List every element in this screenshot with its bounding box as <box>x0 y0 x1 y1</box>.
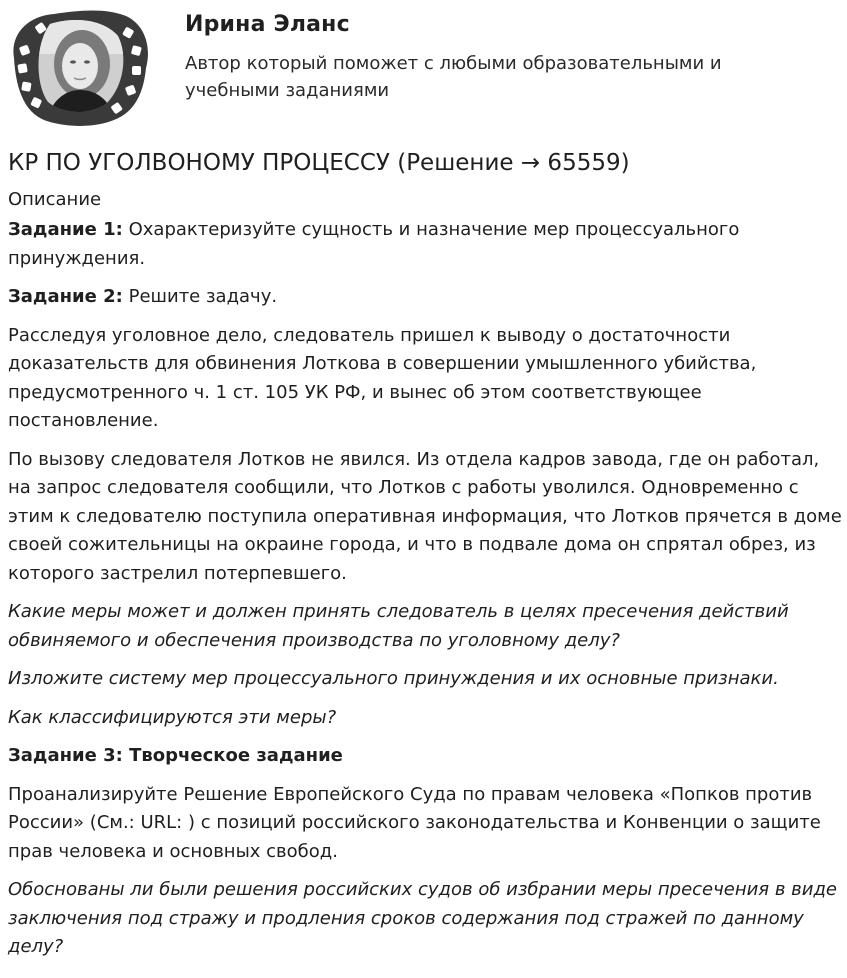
author-description: Автор который поможет с любыми образовательными и учебными заданиями <box>185 53 722 101</box>
task-2-label: Задание 2: <box>8 286 123 307</box>
document-title: КР ПО УГОЛВОНОМУ ПРОЦЕССУ (Решение → 65559) <box>8 150 630 176</box>
question-4: Обоснованы ли были решения российских судов об избрании меры пресечения в виде заключения под стражу и продления сроков содержания под стражей по данному делу? <box>8 879 838 957</box>
author-header <box>0 0 847 130</box>
task-1-text: Охарактеризуйте сущность и назначение мер процессуального принуждения. <box>8 219 740 269</box>
task-1-label: Задание 1: <box>8 219 123 240</box>
case-paragraph-1: Расследуя уголовное дело, следователь пришел к выводу о достаточности доказательств для обвинения Лоткова в совершении умышленного убийства, предусмотренного ч. 1 ст. 105 УК РФ, и вынес об этом соответствующее постановление. <box>8 324 757 431</box>
task-3-label: Задание 3: Творческое задание <box>8 745 343 766</box>
author-name[interactable]: Ирина Эланс <box>185 12 350 37</box>
question-1: Какие меры может и должен принять следователь в целях пресечения действий обвиняемого и обеспечения производства по уголовному делу? <box>8 601 789 651</box>
case-paragraph-2: По вызову следователя Лотков не явился. Из отдела кадров завода, где он работал, на запрос следователя сообщили, что Лотков с работы уволился. Одновременно с этим к следователю поступила оперативная информация, что Лотков прячется в доме своей сожительницы на окраине города, и что в подвале дома он спрятал обрез, из которого застрелил потерпевшего. <box>8 448 842 584</box>
question-3: Как классифицируются эти меры? <box>8 706 337 728</box>
section-label-description: Описание <box>8 189 102 210</box>
task-3-paragraph: Проанализируйте Решение Европейского Суда по правам человека «Попков против России» (См.: URL: ) с позиций российского законодательства и Конвенции о защите прав человека и основных свобод. <box>8 783 821 862</box>
film-frame-avatar-icon <box>6 6 152 128</box>
task-2-text: Решите задачу. <box>122 286 278 307</box>
task-1 <box>8 216 844 273</box>
author-avatar[interactable] <box>6 6 152 128</box>
task-3 <box>8 742 844 771</box>
document-body <box>8 146 844 972</box>
question-2: Изложите систему мер процессуального принуждения и их основные признаки. <box>8 668 779 689</box>
task-2 <box>8 283 844 312</box>
